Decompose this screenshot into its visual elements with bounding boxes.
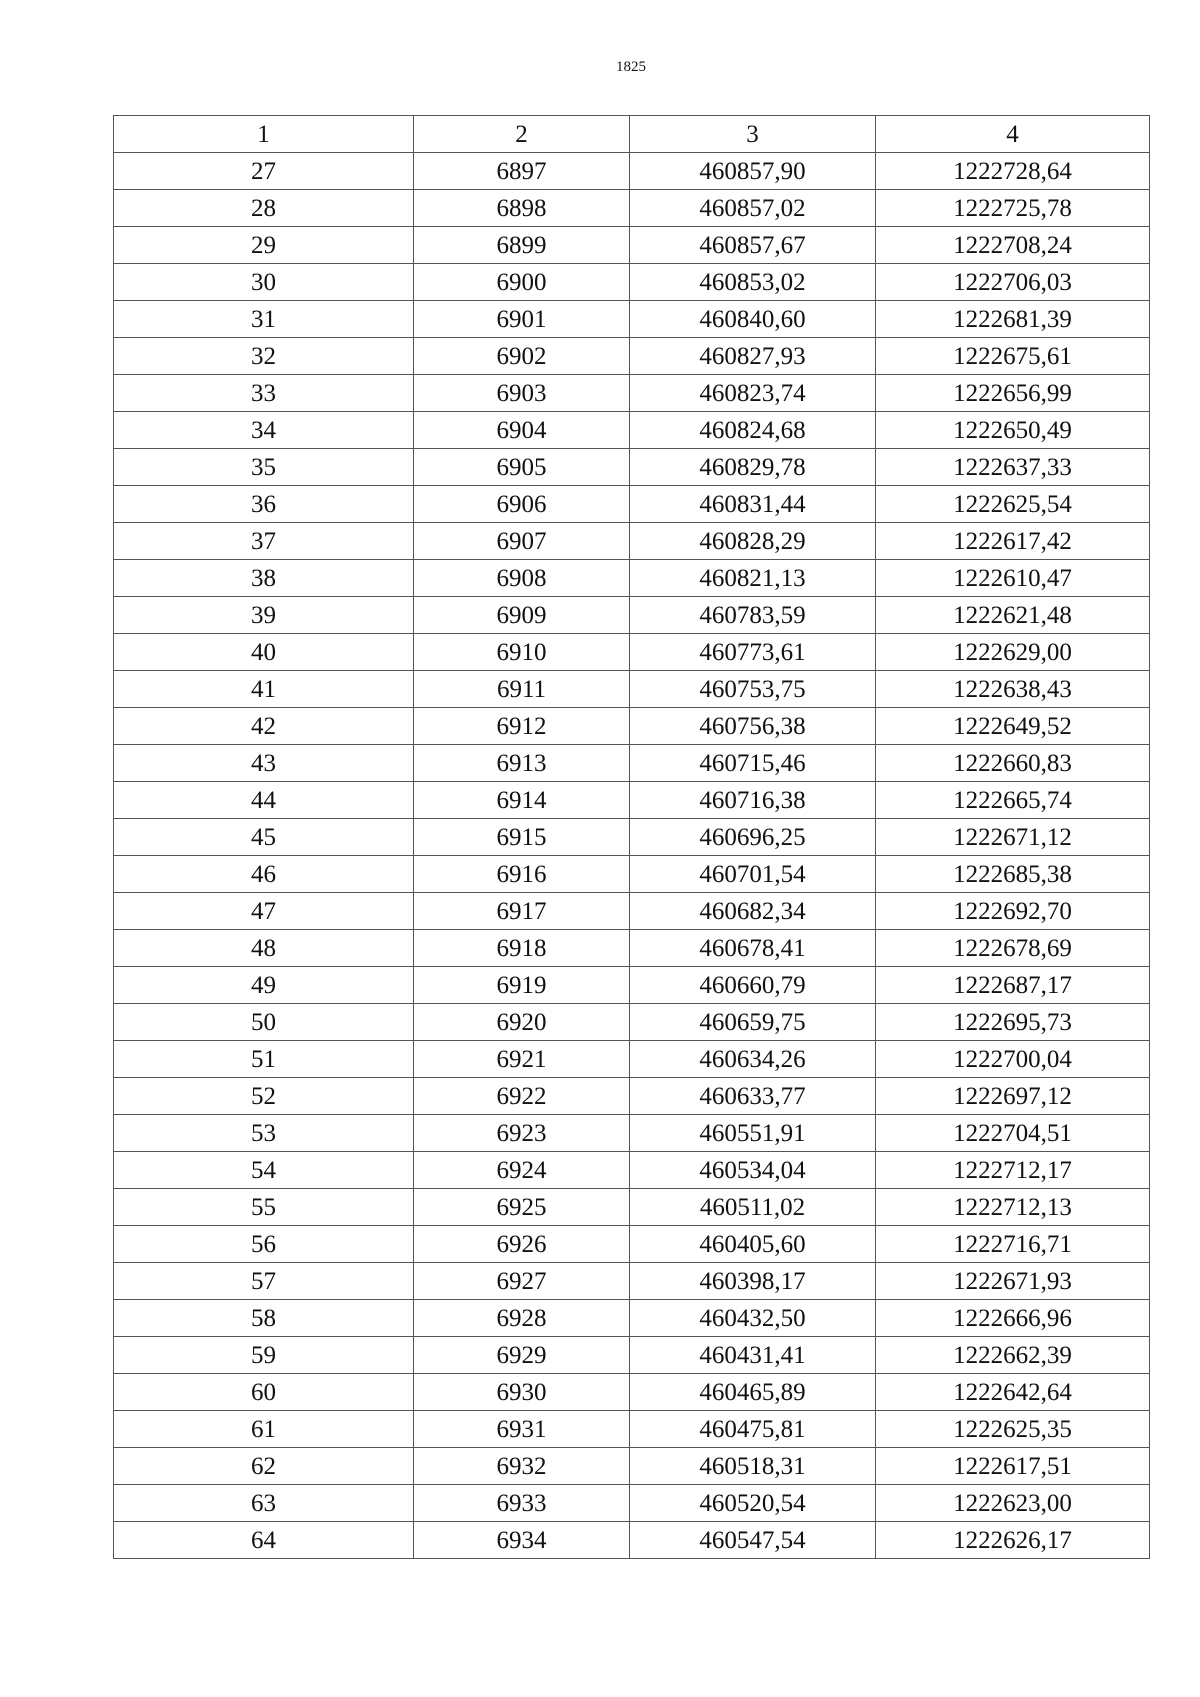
x-coordinate-cell: 460534,04 (630, 1152, 876, 1189)
table-row (114, 1189, 1150, 1226)
row-number-cell: 51 (114, 1041, 414, 1078)
x-coordinate-cell: 460831,44 (630, 486, 876, 523)
y-coordinate-cell: 1222671,93 (876, 1263, 1150, 1300)
table-row (114, 560, 1150, 597)
y-coordinate-cell: 1222662,39 (876, 1337, 1150, 1374)
point-number-cell: 6922 (414, 1078, 630, 1115)
row-number-cell: 43 (114, 745, 414, 782)
column-header-1: 1 (114, 116, 414, 153)
point-number-cell: 6919 (414, 967, 630, 1004)
y-coordinate-cell: 1222671,12 (876, 819, 1150, 856)
table-body (114, 116, 1150, 1559)
y-coordinate-cell: 1222625,54 (876, 486, 1150, 523)
x-coordinate-cell: 460853,02 (630, 264, 876, 301)
point-number-cell: 6923 (414, 1115, 630, 1152)
row-number-cell: 56 (114, 1226, 414, 1263)
row-number-cell: 29 (114, 227, 414, 264)
point-number-cell: 6911 (414, 671, 630, 708)
point-number-cell: 6918 (414, 930, 630, 967)
row-number-cell: 52 (114, 1078, 414, 1115)
point-number-cell: 6907 (414, 523, 630, 560)
row-number-cell: 41 (114, 671, 414, 708)
point-number-cell: 6925 (414, 1189, 630, 1226)
point-number-cell: 6931 (414, 1411, 630, 1448)
table-row (114, 338, 1150, 375)
y-coordinate-cell: 1222700,04 (876, 1041, 1150, 1078)
row-number-cell: 38 (114, 560, 414, 597)
point-number-cell: 6902 (414, 338, 630, 375)
table-row (114, 893, 1150, 930)
x-coordinate-cell: 460857,02 (630, 190, 876, 227)
y-coordinate-cell: 1222687,17 (876, 967, 1150, 1004)
table-row (114, 227, 1150, 264)
row-number-cell: 40 (114, 634, 414, 671)
x-coordinate-cell: 460431,41 (630, 1337, 876, 1374)
x-coordinate-cell: 460398,17 (630, 1263, 876, 1300)
y-coordinate-cell: 1222650,49 (876, 412, 1150, 449)
row-number-cell: 35 (114, 449, 414, 486)
x-coordinate-cell: 460547,54 (630, 1522, 876, 1559)
x-coordinate-cell: 460756,38 (630, 708, 876, 745)
table-header-row (114, 116, 1150, 153)
table-row (114, 1300, 1150, 1337)
y-coordinate-cell: 1222626,17 (876, 1522, 1150, 1559)
column-header-2: 2 (414, 116, 630, 153)
table-row (114, 449, 1150, 486)
y-coordinate-cell: 1222695,73 (876, 1004, 1150, 1041)
table-row (114, 153, 1150, 190)
point-number-cell: 6930 (414, 1374, 630, 1411)
y-coordinate-cell: 1222623,00 (876, 1485, 1150, 1522)
row-number-cell: 33 (114, 375, 414, 412)
table-row (114, 671, 1150, 708)
point-number-cell: 6921 (414, 1041, 630, 1078)
x-coordinate-cell: 460829,78 (630, 449, 876, 486)
x-coordinate-cell: 460405,60 (630, 1226, 876, 1263)
x-coordinate-cell: 460551,91 (630, 1115, 876, 1152)
row-number-cell: 58 (114, 1300, 414, 1337)
row-number-cell: 37 (114, 523, 414, 560)
table-row (114, 782, 1150, 819)
row-number-cell: 62 (114, 1448, 414, 1485)
x-coordinate-cell: 460475,81 (630, 1411, 876, 1448)
x-coordinate-cell: 460828,29 (630, 523, 876, 560)
x-coordinate-cell: 460753,75 (630, 671, 876, 708)
table-row (114, 301, 1150, 338)
x-coordinate-cell: 460824,68 (630, 412, 876, 449)
point-number-cell: 6927 (414, 1263, 630, 1300)
y-coordinate-cell: 1222621,48 (876, 597, 1150, 634)
table-row (114, 523, 1150, 560)
page-number: 1825 (616, 59, 646, 75)
row-number-cell: 28 (114, 190, 414, 227)
point-number-cell: 6910 (414, 634, 630, 671)
row-number-cell: 42 (114, 708, 414, 745)
row-number-cell: 53 (114, 1115, 414, 1152)
x-coordinate-cell: 460634,26 (630, 1041, 876, 1078)
x-coordinate-cell: 460678,41 (630, 930, 876, 967)
x-coordinate-cell: 460520,54 (630, 1485, 876, 1522)
y-coordinate-cell: 1222728,64 (876, 153, 1150, 190)
y-coordinate-cell: 1222660,83 (876, 745, 1150, 782)
table-row (114, 745, 1150, 782)
x-coordinate-cell: 460827,93 (630, 338, 876, 375)
y-coordinate-cell: 1222665,74 (876, 782, 1150, 819)
table-row (114, 597, 1150, 634)
table-row (114, 1226, 1150, 1263)
row-number-cell: 27 (114, 153, 414, 190)
table-row (114, 930, 1150, 967)
point-number-cell: 6909 (414, 597, 630, 634)
x-coordinate-cell: 460715,46 (630, 745, 876, 782)
x-coordinate-cell: 460432,50 (630, 1300, 876, 1337)
row-number-cell: 32 (114, 338, 414, 375)
y-coordinate-cell: 1222706,03 (876, 264, 1150, 301)
y-coordinate-cell: 1222610,47 (876, 560, 1150, 597)
table-row (114, 1374, 1150, 1411)
row-number-cell: 45 (114, 819, 414, 856)
point-number-cell: 6928 (414, 1300, 630, 1337)
table-row (114, 1337, 1150, 1374)
x-coordinate-cell: 460518,31 (630, 1448, 876, 1485)
x-coordinate-cell: 460659,75 (630, 1004, 876, 1041)
point-number-cell: 6898 (414, 190, 630, 227)
y-coordinate-cell: 1222656,99 (876, 375, 1150, 412)
table-row (114, 375, 1150, 412)
row-number-cell: 60 (114, 1374, 414, 1411)
point-number-cell: 6924 (414, 1152, 630, 1189)
y-coordinate-cell: 1222629,00 (876, 634, 1150, 671)
table-row (114, 1411, 1150, 1448)
table-row (114, 634, 1150, 671)
table-row (114, 264, 1150, 301)
point-number-cell: 6904 (414, 412, 630, 449)
row-number-cell: 61 (114, 1411, 414, 1448)
row-number-cell: 46 (114, 856, 414, 893)
x-coordinate-cell: 460783,59 (630, 597, 876, 634)
row-number-cell: 64 (114, 1522, 414, 1559)
y-coordinate-cell: 1222725,78 (876, 190, 1150, 227)
column-header-3: 3 (630, 116, 876, 153)
table-row (114, 486, 1150, 523)
row-number-cell: 48 (114, 930, 414, 967)
y-coordinate-cell: 1222712,17 (876, 1152, 1150, 1189)
point-number-cell: 6905 (414, 449, 630, 486)
x-coordinate-cell: 460857,67 (630, 227, 876, 264)
point-number-cell: 6929 (414, 1337, 630, 1374)
table-row (114, 1263, 1150, 1300)
y-coordinate-cell: 1222716,71 (876, 1226, 1150, 1263)
row-number-cell: 30 (114, 264, 414, 301)
x-coordinate-cell: 460821,13 (630, 560, 876, 597)
y-coordinate-cell: 1222617,42 (876, 523, 1150, 560)
x-coordinate-cell: 460633,77 (630, 1078, 876, 1115)
y-coordinate-cell: 1222649,52 (876, 708, 1150, 745)
y-coordinate-cell: 1222692,70 (876, 893, 1150, 930)
row-number-cell: 31 (114, 301, 414, 338)
table-row (114, 856, 1150, 893)
column-header-4: 4 (876, 116, 1150, 153)
row-number-cell: 36 (114, 486, 414, 523)
row-number-cell: 54 (114, 1152, 414, 1189)
y-coordinate-cell: 1222617,51 (876, 1448, 1150, 1485)
y-coordinate-cell: 1222666,96 (876, 1300, 1150, 1337)
point-number-cell: 6917 (414, 893, 630, 930)
point-number-cell: 6912 (414, 708, 630, 745)
point-number-cell: 6901 (414, 301, 630, 338)
row-number-cell: 44 (114, 782, 414, 819)
row-number-cell: 39 (114, 597, 414, 634)
row-number-cell: 55 (114, 1189, 414, 1226)
y-coordinate-cell: 1222708,24 (876, 227, 1150, 264)
point-number-cell: 6914 (414, 782, 630, 819)
row-number-cell: 59 (114, 1337, 414, 1374)
table-row (114, 1004, 1150, 1041)
point-number-cell: 6906 (414, 486, 630, 523)
point-number-cell: 6933 (414, 1485, 630, 1522)
x-coordinate-cell: 460660,79 (630, 967, 876, 1004)
coordinates-table (113, 115, 1150, 1559)
x-coordinate-cell: 460701,54 (630, 856, 876, 893)
x-coordinate-cell: 460511,02 (630, 1189, 876, 1226)
y-coordinate-cell: 1222685,38 (876, 856, 1150, 893)
y-coordinate-cell: 1222625,35 (876, 1411, 1150, 1448)
point-number-cell: 6903 (414, 375, 630, 412)
table-row (114, 190, 1150, 227)
point-number-cell: 6900 (414, 264, 630, 301)
x-coordinate-cell: 460773,61 (630, 634, 876, 671)
x-coordinate-cell: 460696,25 (630, 819, 876, 856)
point-number-cell: 6916 (414, 856, 630, 893)
y-coordinate-cell: 1222697,12 (876, 1078, 1150, 1115)
point-number-cell: 6915 (414, 819, 630, 856)
point-number-cell: 6913 (414, 745, 630, 782)
y-coordinate-cell: 1222704,51 (876, 1115, 1150, 1152)
table-row (114, 708, 1150, 745)
table-row (114, 1078, 1150, 1115)
y-coordinate-cell: 1222681,39 (876, 301, 1150, 338)
table-row (114, 967, 1150, 1004)
table-row (114, 1041, 1150, 1078)
row-number-cell: 63 (114, 1485, 414, 1522)
row-number-cell: 47 (114, 893, 414, 930)
row-number-cell: 49 (114, 967, 414, 1004)
table-row (114, 1152, 1150, 1189)
table-row (114, 1115, 1150, 1152)
y-coordinate-cell: 1222678,69 (876, 930, 1150, 967)
table-row (114, 1522, 1150, 1559)
x-coordinate-cell: 460716,38 (630, 782, 876, 819)
y-coordinate-cell: 1222712,13 (876, 1189, 1150, 1226)
point-number-cell: 6920 (414, 1004, 630, 1041)
point-number-cell: 6908 (414, 560, 630, 597)
y-coordinate-cell: 1222638,43 (876, 671, 1150, 708)
table-row (114, 412, 1150, 449)
row-number-cell: 50 (114, 1004, 414, 1041)
point-number-cell: 6897 (414, 153, 630, 190)
x-coordinate-cell: 460682,34 (630, 893, 876, 930)
y-coordinate-cell: 1222675,61 (876, 338, 1150, 375)
y-coordinate-cell: 1222642,64 (876, 1374, 1150, 1411)
point-number-cell: 6899 (414, 227, 630, 264)
x-coordinate-cell: 460823,74 (630, 375, 876, 412)
row-number-cell: 57 (114, 1263, 414, 1300)
point-number-cell: 6926 (414, 1226, 630, 1263)
x-coordinate-cell: 460857,90 (630, 153, 876, 190)
row-number-cell: 34 (114, 412, 414, 449)
point-number-cell: 6934 (414, 1522, 630, 1559)
y-coordinate-cell: 1222637,33 (876, 449, 1150, 486)
table-row (114, 1485, 1150, 1522)
x-coordinate-cell: 460840,60 (630, 301, 876, 338)
point-number-cell: 6932 (414, 1448, 630, 1485)
table-row (114, 1448, 1150, 1485)
table-row (114, 819, 1150, 856)
x-coordinate-cell: 460465,89 (630, 1374, 876, 1411)
